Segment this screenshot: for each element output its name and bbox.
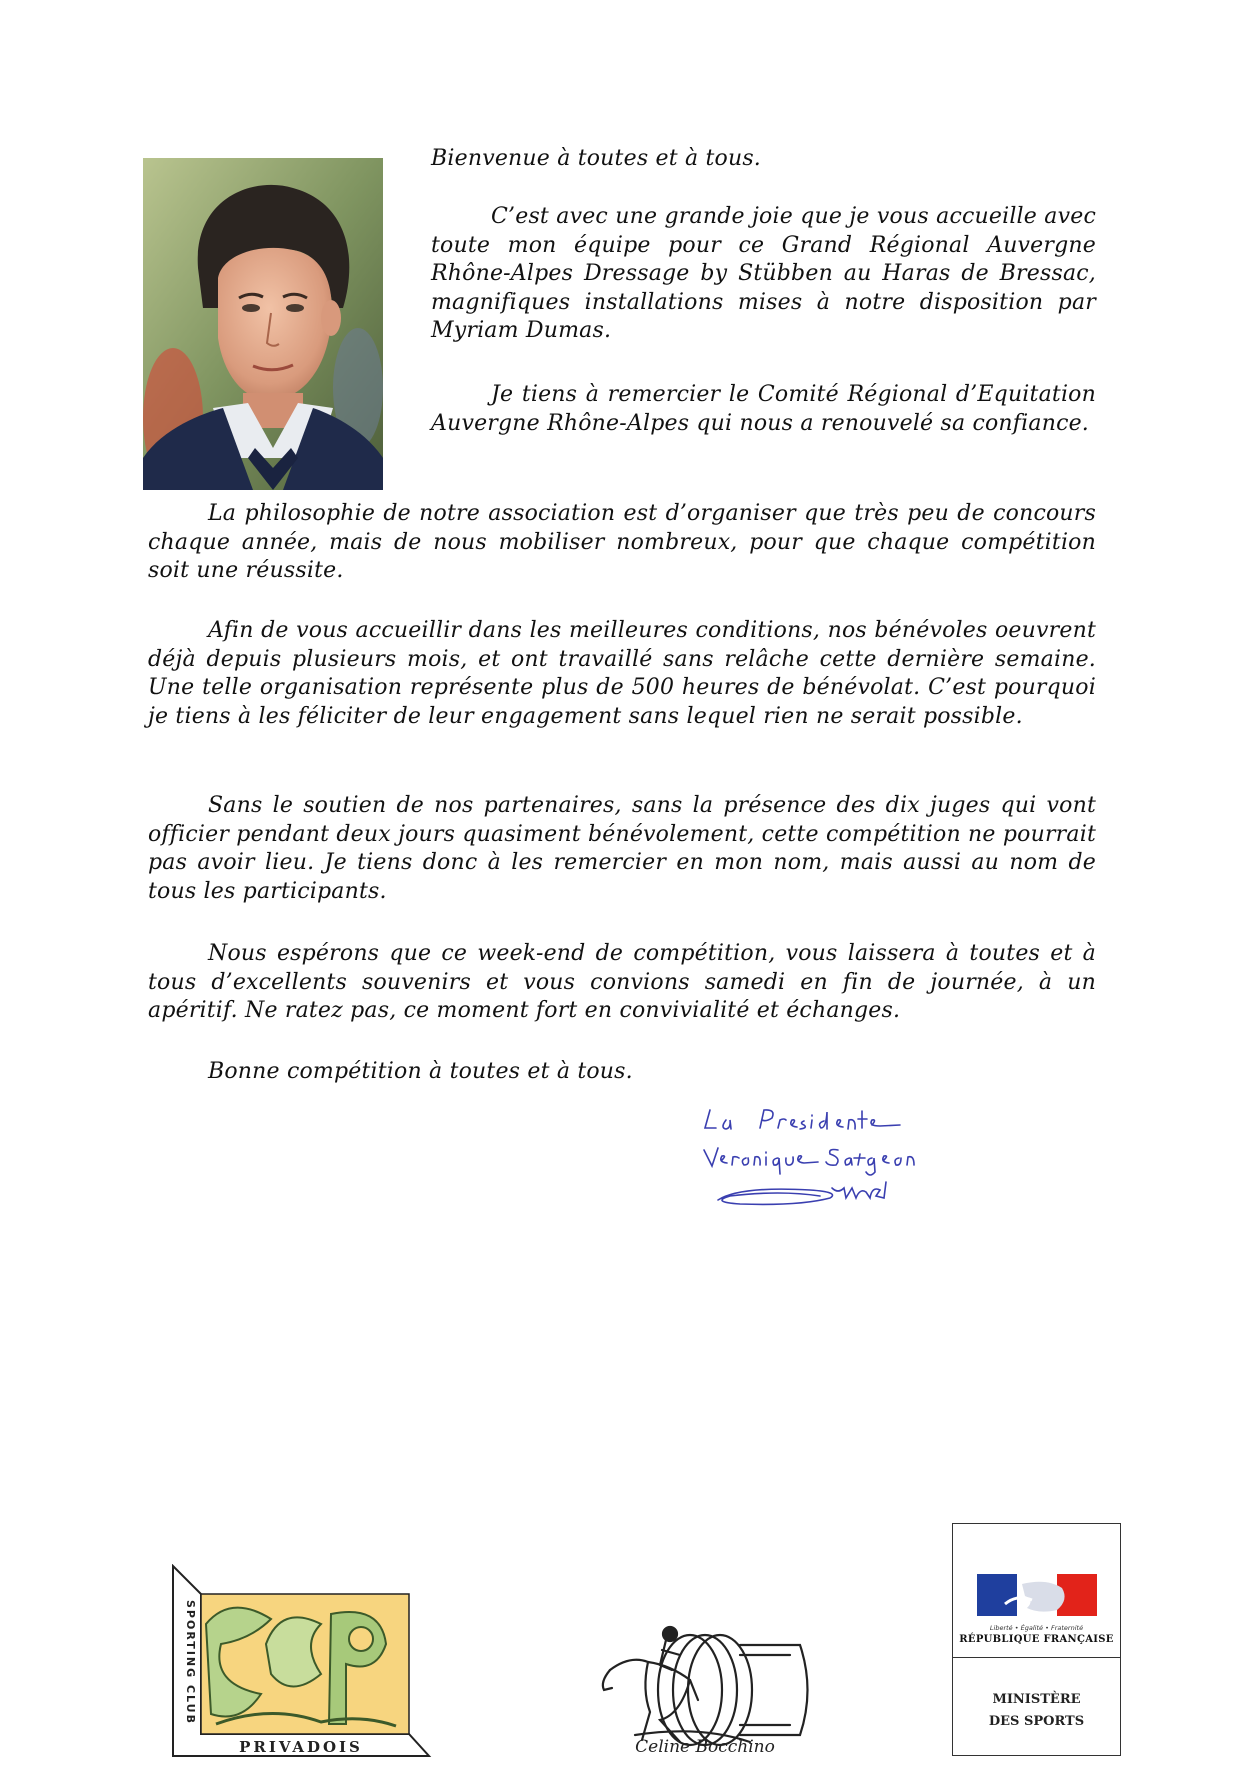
republique-francaise: RÉPUBLIQUE FRANÇAISE	[959, 1634, 1114, 1645]
celine-name: Celine Bocchino	[635, 1737, 775, 1755]
paragraph-philosophy: La philosophie de notre association est d’organiser que très peu de concours chaque année, mais de nous mobiliser nombreux, pour que chaque compétition soit une réussite.	[148, 501, 1096, 583]
scp-vertical-text: SPORTING CLUB	[184, 1600, 197, 1725]
greeting: Bienvenue à toutes et à tous.	[431, 146, 761, 171]
republic-motto: Liberté • Égalité • Fraternité	[989, 1624, 1084, 1632]
ministere-des-sports-logo	[952, 1523, 1121, 1756]
closing-line: Bonne compétition à toutes et à tous.	[208, 1059, 633, 1084]
celine-bocchino-logo	[590, 1450, 820, 1755]
ministere-line1: MINISTÈRE	[992, 1692, 1081, 1707]
paragraph-thanks-comite: Je tiens à remercier le Comité Régional d’Equitation Auvergne Rhône-Alpes qui nous a renouvelé sa confiance.	[431, 382, 1096, 436]
paragraph-aperitif: Nous espérons que ce week-end de compétition, vous laissera à toutes et à tous d’excellents souvenirs et vous convions samedi en fin de journée, à un apéritif. Ne ratez pas, ce moment fort en convivialité et échanges.	[148, 941, 1096, 1023]
ministere-line2: DES SPORTS	[988, 1714, 1085, 1729]
paragraph-partners: Sans le soutien de nos partenaires, sans la présence des dix juges qui vont officier pendant deux jours quasiment bénévolement, cette compétition ne pourrait pas avoir lieu. Je tiens donc à les remercier en mon nom, mais aussi au nom de tous les participants.	[148, 793, 1096, 904]
paragraph-welcome: C’est avec une grande joie que je vous accueille avec toute mon équipe pour ce Grand Régional Auvergne Rhône-Alpes Dressage by Stübben au Haras de Bressac, magnifiques installations mises à notre disposition par Myriam Dumas.	[431, 204, 1096, 343]
scp-name: PRIVADOIS	[239, 1738, 363, 1756]
handwritten-signature	[700, 1098, 930, 1218]
paragraph-volunteers: Afin de vous accueillir dans les meilleures conditions, nos bénévoles oeuvrent déjà depuis plusieurs mois, et ont travaillé sans relâche cette dernière semaine. Une telle organisation représente plus de 500 heures de bénévolat. C’est pourquoi je tiens à les féliciter de leur engagement sans lequel rien ne serait possible.	[148, 618, 1096, 729]
french-republic-flag-icon	[977, 1574, 1097, 1616]
logo-divider	[953, 1657, 1120, 1658]
portrait-photo	[143, 158, 383, 490]
sporting-club-privadois-logo	[171, 1564, 441, 1764]
